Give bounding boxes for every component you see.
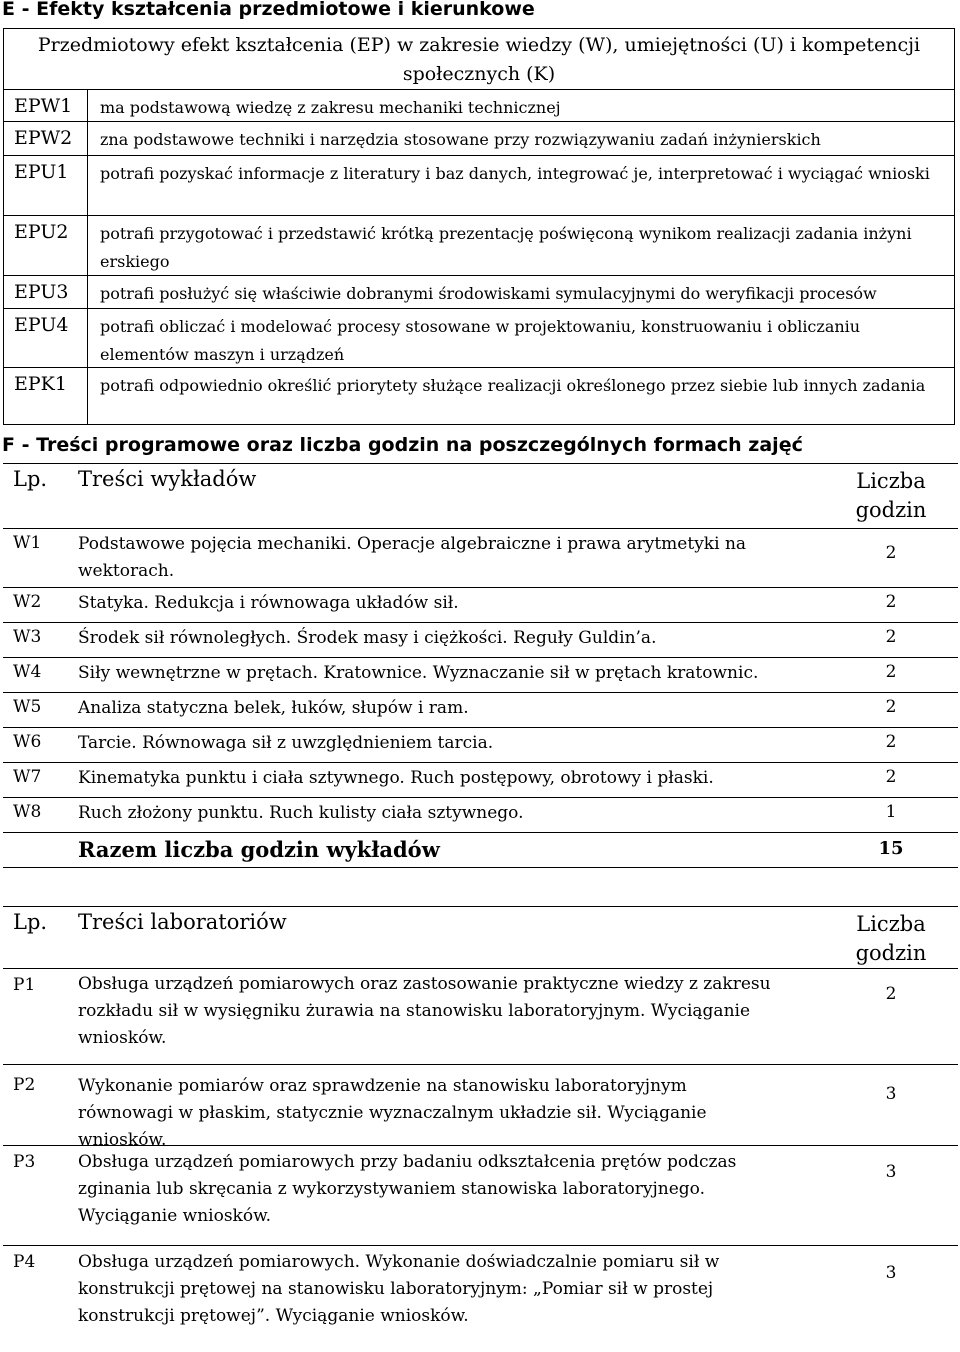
lecture-hours: 2 — [885, 767, 897, 787]
section-f-title: F - Treści programowe oraz liczba godzin na poszczególnych formach zajęć — [2, 434, 803, 456]
outcome-description: potrafi odpowiednio określić priorytety służące realizacji określonego przez siebie lub innych zadania — [100, 376, 926, 395]
lecture-hours: 2 — [885, 662, 897, 682]
outcome-description: potrafi pozyskać informacje z literatury i baz danych, integrować je, interpretować i wyciągać wnioski — [100, 164, 930, 183]
lecture-hours: 2 — [885, 627, 897, 647]
lab-hours: 2 — [885, 984, 897, 1004]
outcome-description: ma podstawową wiedzę z zakresu mechaniki technicznej — [100, 98, 561, 117]
table-row — [3, 1245, 958, 1350]
outcome-code: EPU3 — [14, 281, 69, 303]
lecture-code: W7 — [13, 767, 42, 787]
outcome-description: potrafi obliczać i modelować procesy stosowane w projektowaniu, konstruowaniu i obliczaniu elementów maszyn i urządzeń — [100, 317, 861, 364]
lecture-code: W4 — [13, 662, 42, 682]
section-e-title: E - Efekty kształcenia przedmiotowe i kierunkowe — [2, 0, 535, 20]
lp-header: Lp. — [13, 467, 48, 491]
lecture-topic: Podstawowe pojęcia mechaniki. Operacje algebraiczne i prawa arytmetyki na wektorach. — [78, 534, 747, 581]
lecture-code: W2 — [13, 592, 42, 612]
lecture-hours: 2 — [885, 697, 897, 717]
divider — [3, 906, 958, 907]
lecture-code: W5 — [13, 697, 42, 717]
lecture-code: W6 — [13, 732, 42, 752]
outcome-code: EPU4 — [14, 314, 69, 336]
lab-topic: Obsługa urządzeń pomiarowych przy badaniu odkształcenia prętów podczas zginania lub skręcania z wykorzystywaniem stanowiska laboratoryjnego. Wyciąganie wniosków. — [78, 1152, 737, 1226]
lp-header: Lp. — [13, 910, 48, 934]
lecture-hours: 1 — [885, 802, 897, 822]
table-row — [3, 1145, 958, 1245]
lectures-total-value: 15 — [878, 838, 904, 859]
lecture-topic: Siły wewnętrzne w prętach. Kratownice. Wyznaczanie sił w prętach kratownic. — [78, 663, 759, 683]
hours-header: Liczba godzin — [855, 912, 927, 965]
labs-table — [3, 0, 958, 1352]
table-row — [3, 968, 958, 1064]
outcome-code: EPU1 — [14, 161, 69, 183]
lab-topic: Obsługa urządzeń pomiarowych. Wykonanie doświadczalnie pomiaru sił w konstrukcji prętowej na stanowisku laboratoryjnym: „Pomiar sił w prostej konstrukcji prętowej”. Wyciąganie wniosków. — [78, 1252, 720, 1326]
lecture-code: W8 — [13, 802, 42, 822]
lab-hours: 3 — [885, 1162, 897, 1182]
hours-header: Liczba godzin — [855, 469, 927, 522]
lab-code: P3 — [13, 1152, 36, 1172]
outcome-description: potrafi posłużyć się właściwie dobranymi środowiskami symulacyjnymi do weryfikacji procesów — [100, 284, 877, 303]
lecture-hours: 2 — [885, 543, 897, 563]
lab-hours: 3 — [885, 1263, 897, 1283]
labs-content-header: Treści laboratoriów — [78, 910, 287, 934]
lecture-hours: 2 — [885, 732, 897, 752]
lab-hours: 3 — [885, 1084, 897, 1104]
outcome-code: EPK1 — [14, 373, 67, 395]
lecture-topic: Ruch złożony punktu. Ruch kulisty ciała sztywnego. — [78, 803, 524, 823]
lab-code: P1 — [13, 975, 36, 995]
lecture-topic: Środek sił równoległych. Środek masy i ciężkości. Reguły Guldin’a. — [78, 628, 657, 648]
outcome-code: EPU2 — [14, 221, 69, 243]
lecture-topic: Analiza statyczna belek, łuków, słupów i ram. — [78, 698, 469, 718]
table-row — [3, 1064, 958, 1150]
lab-topic: Wykonanie pomiarów oraz sprawdzenie na stanowisku laboratoryjnym równowagi w płaskim, statycznie wyznaczalnym układzie sił. Wyciąganie wniosków. — [78, 1076, 707, 1150]
lecture-code: W1 — [13, 533, 42, 553]
lecture-topic: Kinematyka punktu i ciała sztywnego. Ruch postępowy, obrotowy i płaski. — [78, 768, 714, 788]
outcome-description: zna podstawowe techniki i narzędzia stosowane przy rozwiązywaniu zadań inżynierskich — [100, 130, 821, 149]
lectures-total-label: Razem liczba godzin wykładów — [78, 837, 440, 862]
lab-code: P4 — [13, 1252, 36, 1272]
lecture-topic: Tarcie. Równowaga sił z uwzględnieniem tarcia. — [78, 733, 494, 753]
learning-outcomes-header: Przedmiotowy efekt kształcenia (EP) w zakresie wiedzy (W), umiejętności (U) i kompetencji społecznych (K) — [4, 29, 954, 90]
outcome-description: potrafi przygotować i przedstawić krótką prezentację poświęconą wynikom realizacji zadania inżyni erskiego — [100, 224, 912, 271]
lecture-code: W3 — [13, 627, 42, 647]
lab-code: P2 — [13, 1075, 36, 1095]
outcome-code: EPW2 — [14, 127, 73, 149]
lectures-content-header: Treści wykładów — [78, 467, 257, 491]
lecture-topic: Statyka. Redukcja i równowaga układów sił. — [78, 593, 459, 613]
outcome-code: EPW1 — [14, 95, 73, 117]
lab-topic: Obsługa urządzeń pomiarowych oraz zastosowanie praktyczne wiedzy z zakresu rozkładu sił w wysięgniku żurawia na stanowisku laboratoryjnym. Wyciąganie wniosków. — [78, 974, 771, 1048]
lecture-hours: 2 — [885, 592, 897, 612]
